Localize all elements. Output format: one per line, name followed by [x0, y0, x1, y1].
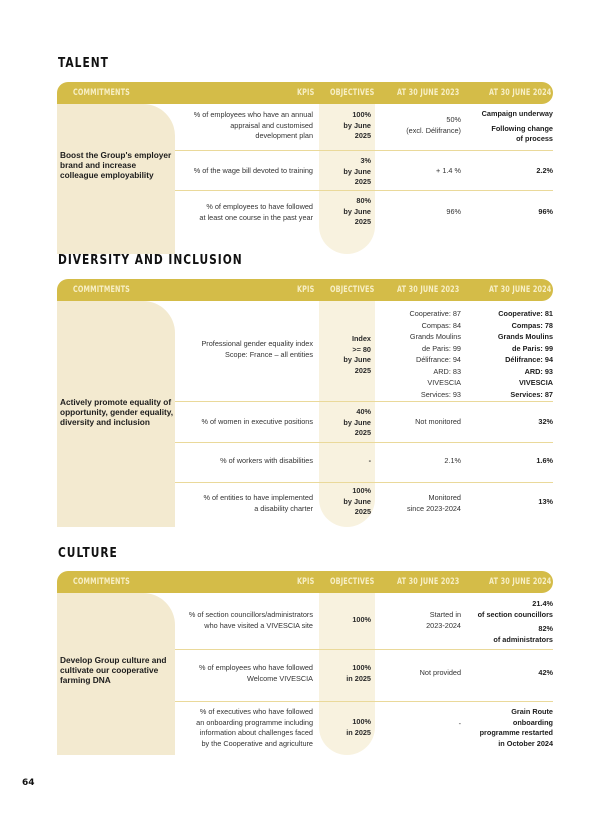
diversity-table: [57, 279, 553, 527]
header-2024: AT 30 JUNE 2024: [489, 88, 552, 98]
commitment-text: Actively promote equality of opportunity, gender equality, diversity and inclusion: [60, 397, 174, 427]
kpi-cell: % of employees to have followed at least one course in the past year: [199, 202, 313, 222]
header-kpis: KPIS: [297, 577, 315, 587]
value-2023-cell: Monitored since 2023-2024: [407, 493, 461, 513]
talent-table: [57, 82, 553, 254]
value-2024-cell: 2.2%: [536, 166, 553, 175]
table-header: [57, 279, 553, 301]
kpi-cell: % of section councillors/administrators who have visited a VIVESCIA site: [188, 610, 313, 630]
value-2024-cell: 32%: [538, 417, 553, 426]
section-title-diversity: DIVERSITY AND INCLUSION: [58, 253, 243, 268]
objective-cell: 100% by June 2025: [343, 110, 371, 140]
value-2024-cell: 1.6%: [536, 456, 553, 465]
section-title-culture: CULTURE: [58, 546, 118, 561]
kpi-cell: % of employees who have followed Welcome VIVESCIA: [199, 663, 313, 683]
value-2023-cell: -: [458, 719, 461, 728]
value-2024-cell: Cooperative: 81 Compas: 78 Grands Moulins de Paris: 99 Délifrance: 94 ARD: 93 VIVESCIA Services: 87: [497, 309, 553, 399]
header-commitments: COMMITMENTS: [73, 88, 130, 98]
value-2024-cell: Campaign underway Following change of process: [481, 109, 553, 143]
objective-cell: 80% by June 2025: [343, 196, 371, 226]
header-2023: AT 30 JUNE 2023: [397, 577, 460, 587]
value-2024-cell: 96%: [538, 207, 553, 216]
header-2024: AT 30 JUNE 2024: [489, 285, 552, 295]
value-2023-cell: 50% (excl. Délifrance): [406, 115, 461, 135]
kpi-cell: % of women in executive positions: [201, 417, 313, 426]
page-number: 64: [22, 778, 35, 788]
value-2023-cell: 96%: [446, 207, 461, 216]
row-divider: [175, 190, 553, 191]
commitment-text: Develop Group culture and cultivate our cooperative farming DNA: [60, 655, 167, 685]
row-divider: [175, 442, 553, 443]
table-header: [57, 571, 553, 593]
objective-cell: 100%: [352, 615, 371, 624]
objective-cell: 100% in 2025: [346, 663, 371, 683]
table-body: [57, 593, 553, 755]
header-2023: AT 30 JUNE 2023: [397, 285, 460, 295]
kpi-cell: % of the wage bill devoted to training: [193, 166, 313, 175]
kpi-cell: % of executives who have followed an onboarding programme including information about challenges faced by the Cooperative and agriculture: [196, 707, 313, 748]
header-kpis: KPIS: [297, 285, 315, 295]
value-2023-cell: Not monitored: [415, 417, 461, 426]
table-body: [57, 104, 553, 254]
commitment-cell: [57, 301, 175, 527]
objective-cell: 100% in 2025: [346, 717, 371, 737]
value-2023-cell: 2.1%: [444, 456, 461, 465]
header-commitments: COMMITMENTS: [73, 285, 130, 295]
kpi-cell: % of workers with disabilities: [220, 456, 313, 465]
value-2024-cell: 42%: [538, 668, 553, 677]
row-divider: [175, 401, 553, 402]
value-2023-cell: Started in 2023-2024: [426, 610, 461, 630]
value-2024-cell: Grain Route onboarding programme restarted in October 2024: [479, 707, 553, 748]
objective-cell: Index >= 80 by June 2025: [343, 334, 371, 375]
header-commitments: COMMITMENTS: [73, 577, 130, 587]
header-kpis: KPIS: [297, 88, 315, 98]
table-header: [57, 82, 553, 104]
header-objectives: OBJECTIVES: [330, 577, 375, 587]
kpi-cell: % of employees who have an annual appraisal and customised development plan: [193, 110, 313, 140]
value-2023-cell: Cooperative: 87 Compas: 84 Grands Moulins de Paris: 99 Délifrance: 94 ARD: 83 VIVESCIA Services: 93: [409, 309, 461, 399]
commitment-text: Boost the Group's employer brand and increase colleague employability: [60, 150, 172, 180]
header-objectives: OBJECTIVES: [330, 285, 375, 295]
culture-table: [57, 571, 553, 755]
objective-cell: 3% by June 2025: [343, 156, 371, 186]
header-2024: AT 30 JUNE 2024: [489, 577, 552, 587]
value-2024-cell: 13%: [538, 497, 553, 506]
header-2023: AT 30 JUNE 2023: [397, 88, 460, 98]
row-divider: [175, 701, 553, 702]
value-2023-cell: Not provided: [419, 668, 461, 677]
value-2023-cell: + 1.4 %: [436, 166, 461, 175]
table-body: [57, 301, 553, 527]
commitment-cell: [57, 104, 175, 254]
section-title-talent: TALENT: [58, 56, 109, 71]
header-objectives: OBJECTIVES: [330, 88, 375, 98]
objective-cell: 100% by June 2025: [343, 486, 371, 516]
objective-cell: -: [368, 456, 371, 465]
row-divider: [175, 150, 553, 151]
objective-cell: 40% by June 2025: [343, 407, 371, 437]
commitment-cell: [57, 593, 175, 755]
row-divider: [175, 649, 553, 650]
value-2024-cell: 21.4% of section councillors 82% of administrators: [477, 599, 553, 644]
kpi-cell: Professional gender equality index Scope: France – all entities: [201, 339, 313, 359]
row-divider: [175, 482, 553, 483]
kpi-cell: % of entities to have implemented a disability charter: [203, 493, 313, 513]
